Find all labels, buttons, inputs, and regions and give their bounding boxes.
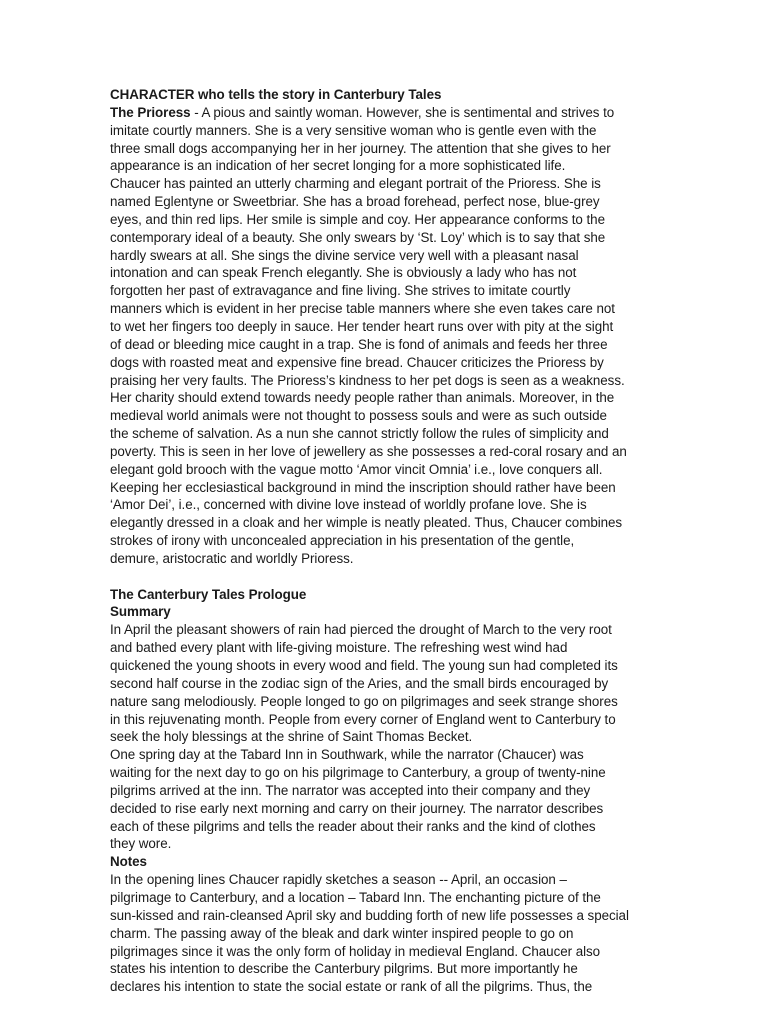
paragraph-line: sun-kissed and rain-cleansed April sky and budding forth of new life possesses a special — [110, 907, 629, 923]
paragraph-line: eyes, and thin red lips. Her smile is simple and coy. Her appearance conforms to the — [110, 211, 605, 227]
paragraph-line: named Eglentyne or Sweetbriar. She has a broad forehead, perfect nose, blue-grey — [110, 194, 600, 210]
paragraph-line: to wet her fingers too deeply in sauce. Her tender heart runs over with pity at the sight — [110, 318, 614, 334]
summary-heading: Summary — [110, 604, 171, 620]
paragraph-spacer — [110, 568, 658, 586]
paragraph-line: of dead or bleeding mice caught in a trap. She is fond of animals and feeds her three — [110, 336, 608, 352]
paragraph-line: pilgrims arrived at the inn. The narrator was accepted into their company and they — [110, 782, 591, 798]
paragraph-line: praising her very faults. The Prioress’s kindness to her pet dogs is seen as a weakness. — [110, 372, 625, 388]
paragraph-line: medieval world animals were not thought to possess souls and were as such outside — [110, 408, 607, 424]
paragraph-line: Keeping her ecclesiastical background in mind the inscription should rather have been — [110, 479, 616, 495]
paragraph-line: Chaucer has painted an utterly charming and elegant portrait of the Prioress. She is — [110, 176, 601, 192]
prioress-first-line — [110, 104, 658, 122]
paragraph-line: in this rejuvenating month. People from every corner of England went to Canterbury to — [110, 711, 616, 727]
paragraph-line: demure, aristocratic and worldly Prioress. — [110, 550, 354, 566]
notes-heading: Notes — [110, 854, 147, 870]
paragraph-line: ‘Amor Dei’, i.e., concerned with divine love instead of worldly profane love. She is — [110, 497, 587, 513]
paragraph-line: elegant gold brooch with the vague motto ‘Amor vincit Omnia’ i.e., love conquers all. — [110, 461, 603, 477]
prologue-heading: The Canterbury Tales Prologue — [110, 586, 307, 602]
paragraph-line: manners which is evident in her precise table manners where she even takes care not — [110, 301, 615, 317]
paragraph-line: waiting for the next day to go on his pilgrimage to Canterbury, a group of twenty-nine — [110, 765, 606, 781]
paragraph-line: states his intention to describe the Canterbury pilgrims. But more importantly he — [110, 961, 578, 977]
paragraph-line: forgotten her past of extravagance and fine living. She strives to imitate courtly — [110, 283, 571, 299]
paragraph-line: elegantly dressed in a cloak and her wimple is neatly pleated. Thus, Chaucer combines — [110, 515, 623, 531]
paragraph-line: pilgrimages since it was the only form of holiday in medieval England. Chaucer also — [110, 943, 601, 959]
paragraph-line: poverty. This is seen in her love of jewellery as she possesses a red-coral rosary and an — [110, 443, 627, 459]
summary-section — [110, 621, 658, 853]
paragraph-line: One spring day at the Tabard Inn in Southwark, while the narrator (Chaucer) was — [110, 747, 584, 763]
paragraph-line: appearance is an indication of her secret longing for a more sophisticated life. — [110, 158, 566, 174]
paragraph-line: quickened the young shoots in every wood and field. The young sun had completed its — [110, 658, 618, 673]
paragraph-line: seek the holy blessings at the shrine of Saint Thomas Becket. — [110, 729, 473, 745]
paragraph-line: pilgrimage to Canterbury, and a location – Tabard Inn. The enchanting picture of the — [110, 889, 601, 905]
document-heading: CHARACTER who tells the story in Canterbury Tales — [110, 87, 442, 102]
paragraph-line: - A pious and saintly woman. However, she is sentimental and strives to — [190, 104, 615, 120]
paragraph-line: second half course in the zodiac sign of the Aries, and the small birds encouraged by — [110, 675, 609, 691]
paragraph-line: three small dogs accompanying her in her journey. The attention that she gives to her — [110, 140, 611, 156]
paragraph-line: the scheme of salvation. As a nun she cannot strictly follow the rules of simplicity and — [110, 426, 609, 442]
paragraph-line: strokes of irony with unconcealed appreciation in his presentation of the gentle, — [110, 533, 575, 549]
paragraph-line: In the opening lines Chaucer rapidly sketches a season -- April, an occasion – — [110, 872, 567, 888]
paragraph-line: declares his intention to state the social estate or rank of all the pilgrims. Thus, the — [110, 979, 593, 995]
paragraph-line: and bathed every plant with life-giving moisture. The refreshing west wind had — [110, 640, 568, 656]
paragraph-line: each of these pilgrims and tells the reader about their ranks and the kind of clothes — [110, 818, 596, 834]
paragraph-line: they wore. — [110, 836, 172, 852]
prioress-label: The Prioress — [110, 104, 191, 120]
paragraph-line: decided to rise early next morning and carry on their journey. The narrator describes — [110, 800, 604, 816]
paragraph-line: intonation and can speak French elegantly. She is obviously a lady who has not — [110, 265, 577, 281]
paragraph-line: imitate courtly manners. She is a very sensitive woman who is gentle even with the — [110, 122, 597, 138]
paragraph-line: In April the pleasant showers of rain had pierced the drought of March to the very root — [110, 622, 612, 638]
paragraph-line: Her charity should extend towards needy people rather than animals. Moreover, in the — [110, 390, 615, 406]
paragraph-line: charm. The passing away of the bleak and dark winter inspired people to go on — [110, 925, 574, 941]
paragraph-line: nature sang melodiously. People longed to go on pilgrimages and seek strange shores — [110, 693, 618, 709]
notes-section — [110, 871, 658, 996]
paragraph-line: dogs with roasted meat and expensive fine bread. Chaucer criticizes the Prioress by — [110, 354, 604, 370]
paragraph-line: contemporary ideal of a beauty. She only swears by ‘St. Loy’ which is to say that she — [110, 229, 606, 245]
document-page — [110, 86, 658, 996]
paragraph-line: hardly swears at all. She sings the divine service very well with a pleasant nasal — [110, 247, 579, 263]
prioress-section — [110, 104, 658, 568]
